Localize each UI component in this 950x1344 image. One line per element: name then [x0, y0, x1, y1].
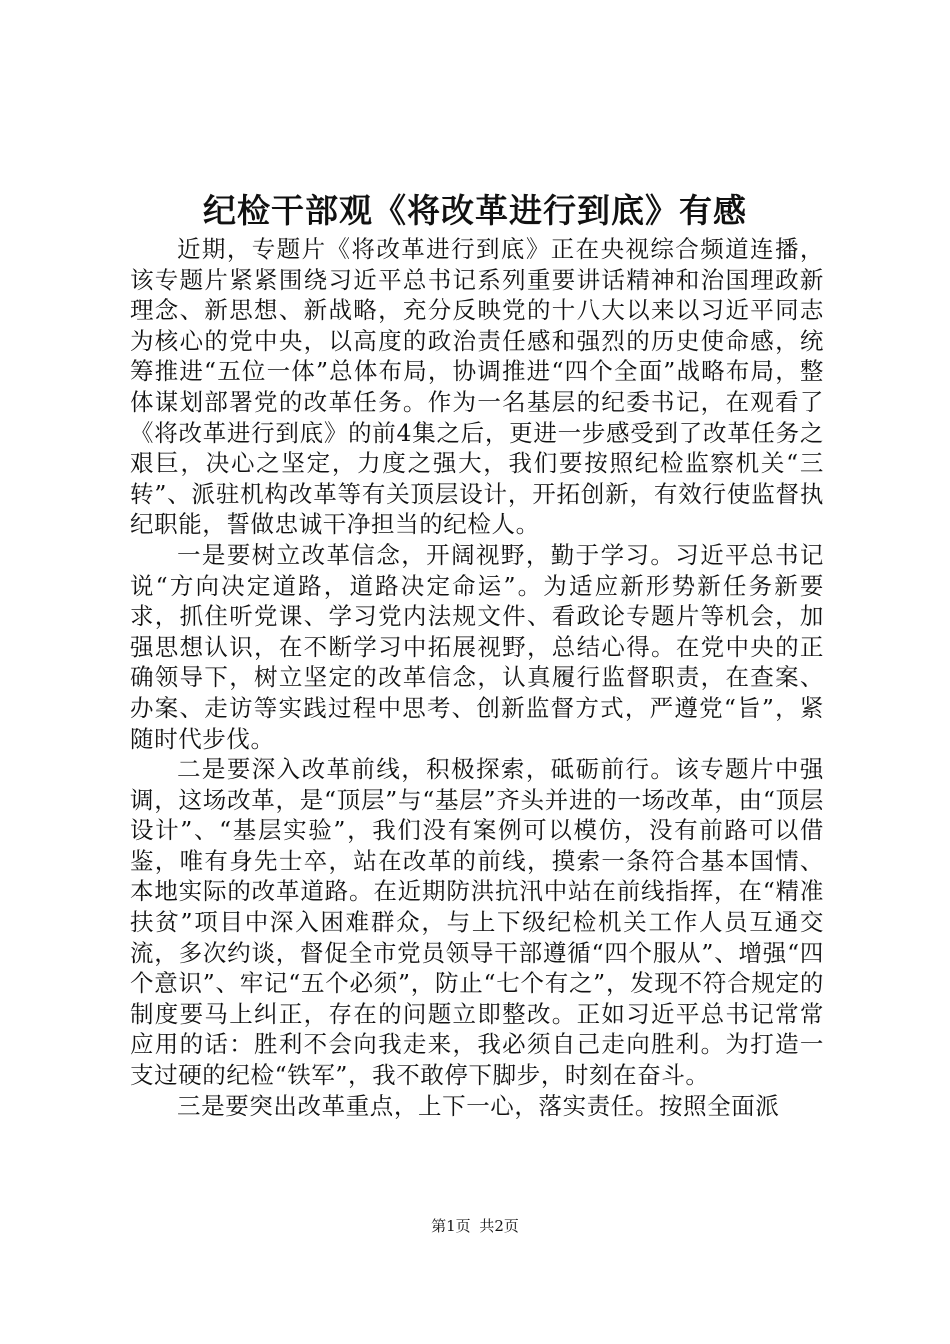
paragraph-point-three: 三是要突出改革重点，上下一心，落实责任。按照全面派	[177, 1091, 780, 1120]
page-total: 共2页	[479, 1217, 519, 1235]
paragraph-point-one: 一是要树立改革信念，开阔视野，勤于学习。习近平总书记说“方向决定道路，道路决定命运”。为适应新形势新任务新要求，抓住听党课、学习党内法规文件、看政论专题片等机会，加强思想认识，在不断学习中拓展视野，总结心得。在党中央的正确领导下，树立坚定的改革信念，认真履行监督职责，在查案、办案、走访等实践过程中思考、创新监督方式，严遵党“旨”，紧随时代步伐。	[130, 540, 824, 753]
page-footer	[0, 1216, 950, 1236]
paragraph-point-two: 二是要深入改革前线，积极探索，砥砺前行。该专题片中强调，这场改革，是“顶层”与“基层”齐头并进的一场改革，由“顶层设计”、“基层实验”，我们没有案例可以模仿，没有前路可以借鉴，唯有身先士卒，站在改革的前线，摸索一条符合基本国情、本地实际的改革道路。在近期防洪抗汛中站在前线指挥，在“精准扶贫”项目中深入困难群众，与上下级纪检机关工作人员互通交流，多次约谈，督促全市党员领导干部遵循“四个服从”、增强“四个意识”、牢记“五个必须”，防止“七个有之”，发现不符合规定的制度要马上纠正，存在的问题立即整改。正如习近平总书记常常应用的话：胜利不会向我走来，我必须自己走向胜利。为打造一支过硬的纪检“铁军”，我不敢停下脚步，时刻在奋斗。	[130, 755, 824, 1090]
document-body	[130, 234, 824, 1121]
paragraph-intro: 近期，专题片《将改革进行到底》正在央视综合频道连播，该专题片紧紧围绕习近平总书记系列重要讲话精神和治国理政新理念、新思想、新战略，充分反映党的十八大以来以习近平同志为核心的党中央，以高度的政治责任感和强烈的历史使命感，统筹推进“五位一体”总体布局，协调推进“四个全面”战略布局，整体谋划部署党的改革任务。作为一名基层的纪委书记，在观看了《将改革进行到底》的前4集之后，更进一步感受到了改革任务之艰巨，决心之坚定，力度之强大，我们要按照纪检监察机关“三转”、派驻机构改革等有关顶层设计，开拓创新，有效行使监督执纪职能，誓做忠诚干净担当的纪检人。	[130, 235, 824, 539]
document-title: 纪检干部观《将改革进行到底》有感	[203, 191, 747, 230]
page-number: 第1页	[431, 1217, 471, 1235]
